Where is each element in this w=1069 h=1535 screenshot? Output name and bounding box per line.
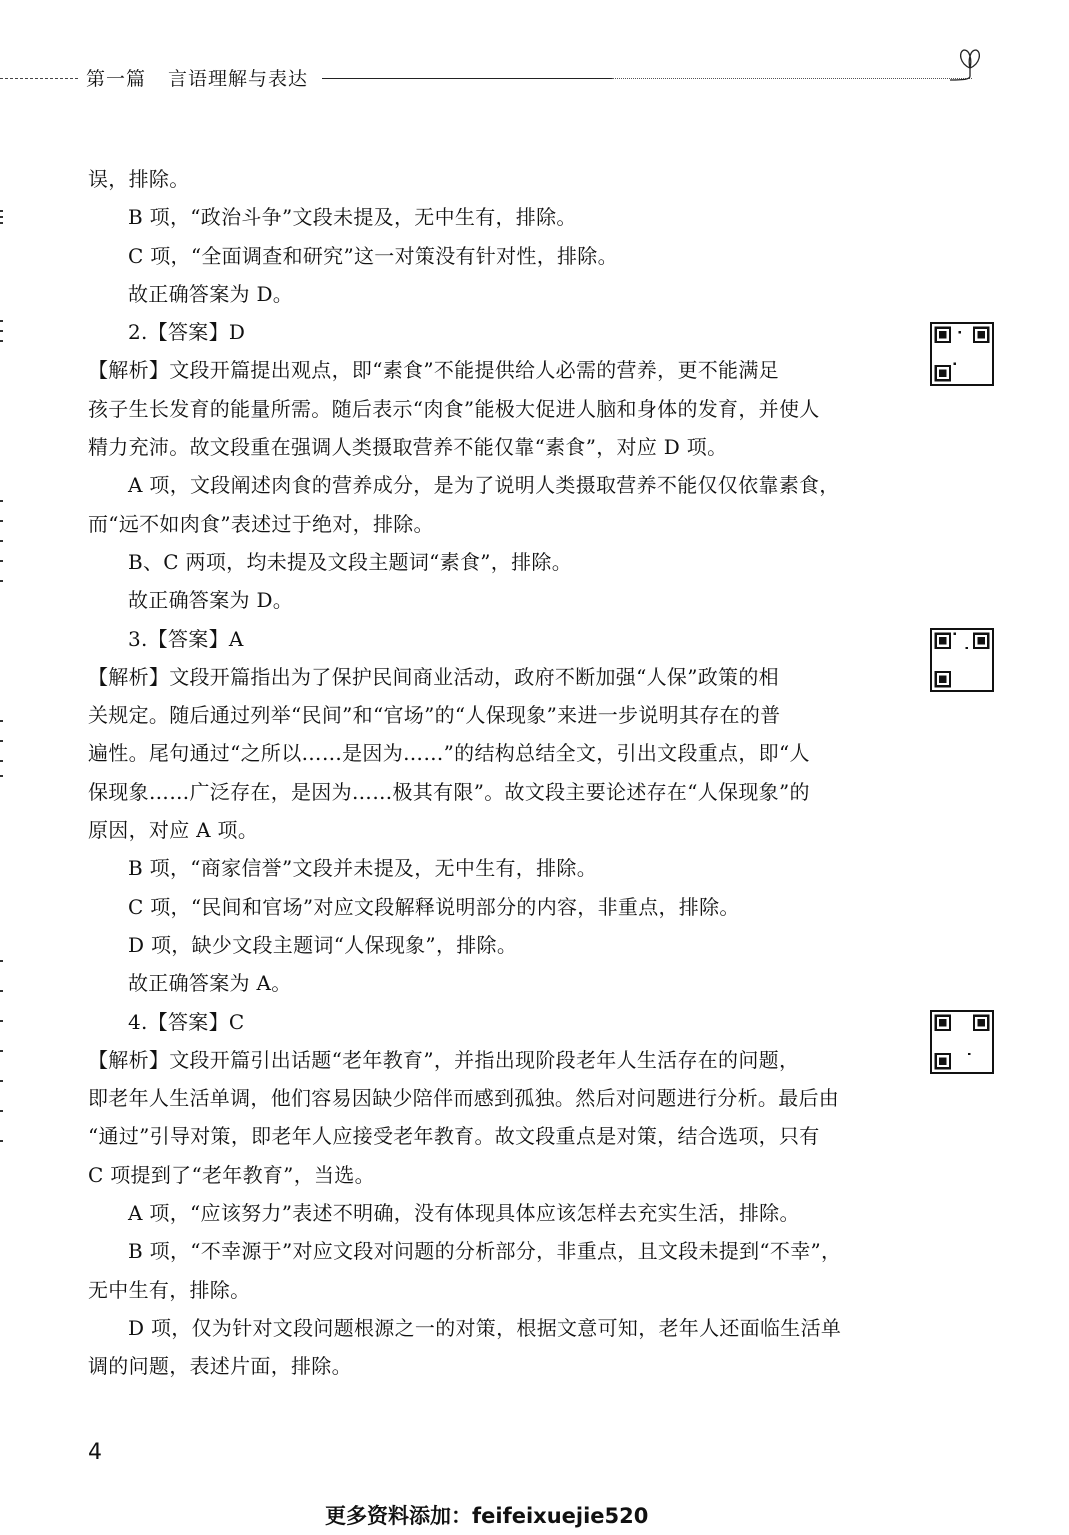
text-line: 误，排除。 bbox=[88, 167, 190, 191]
text-line: C 项，“全面调查和研究”这一对策没有针对性，排除。 bbox=[128, 243, 618, 268]
text-line: “通过”引导对策，即老年人应接受老年教育。故文段重点是对策，结合选项，只有 bbox=[88, 1124, 820, 1149]
text-line: B 项，“政治斗争”文段未提及，无中生有，排除。 bbox=[128, 205, 577, 230]
qr-code-question-2 bbox=[930, 322, 994, 386]
text-line: 关规定。随后通过列举“民间”和“官场”的“人保现象”来进一步说明其存在的普 bbox=[88, 703, 781, 728]
watermark-text: 更多资料添加：feifeixuejie520 bbox=[325, 1504, 649, 1528]
text-line: A 项，文段阐述肉食的营养成分，是为了说明人类摄取营养不能仅仅依靠素食， bbox=[128, 473, 840, 498]
text-line: B 项，“商家信誉”文段并未提及，无中生有，排除。 bbox=[128, 856, 598, 881]
text-line: 故正确答案为 D。 bbox=[128, 588, 294, 613]
sprout-icon bbox=[950, 46, 990, 82]
text-line: 遍性。尾句通过“之所以……是因为……”的结构总结全文，引出文段重点，即“人 bbox=[88, 741, 810, 766]
text-line: C 项，“民间和官场”对应文段解释说明部分的内容，非重点，排除。 bbox=[128, 894, 740, 919]
header-part: 第一篇 bbox=[86, 68, 147, 90]
text-line: 【解析】文段开篇指出为了保护民间商业活动，政府不断加强“人保”政策的相 bbox=[88, 664, 779, 689]
text-line: D 项，缺少文段主题词“人保现象”，排除。 bbox=[128, 932, 518, 957]
text-line: A 项，“应该努力”表述不明确，没有体现具体应该怎样去充实生活，排除。 bbox=[128, 1201, 800, 1226]
text-line: 【解析】文段开篇提出观点，即“素食”不能提供给人必需的营养，更不能满足 bbox=[88, 358, 779, 383]
text-line: 故正确答案为 A。 bbox=[128, 971, 292, 996]
text-line: 而“远不如肉食”表述过于绝对，排除。 bbox=[88, 511, 434, 536]
text-line: 孩子生长发育的能量所需。随后表示“肉食”能极大促进人脑和身体的发育，并使人 bbox=[88, 396, 820, 421]
qr-code-question-4 bbox=[930, 1010, 994, 1074]
text-line: 3.【答案】A bbox=[128, 626, 244, 651]
text-line: 【解析】文段开篇引出话题“老年教育”，并指出现阶段老年人生活存在的问题， bbox=[88, 1047, 800, 1072]
running-header bbox=[0, 58, 1069, 98]
text-line: B 项，“不幸源于”对应文段对问题的分析部分，非重点，且文段未提到“不幸”， bbox=[128, 1239, 842, 1264]
text-line: 即老年人生活单调，他们容易因缺少陪伴而感到孤独。然后对问题进行分析。最后由 bbox=[88, 1086, 840, 1111]
answer-explanations bbox=[88, 160, 888, 1386]
header-dotted-rule bbox=[612, 78, 972, 79]
text-line: 调的问题，表述片面，排除。 bbox=[88, 1354, 352, 1379]
text-line: 4.【答案】C bbox=[128, 1009, 245, 1034]
page-number: 4 bbox=[88, 1440, 102, 1465]
binding-margin-marks bbox=[0, 200, 4, 1450]
qr-code-question-3 bbox=[930, 628, 994, 692]
text-line: 精力充沛。故文段重在强调人类摄取营养不能仅靠“素食”，对应 D 项。 bbox=[88, 435, 728, 460]
text-line: 故正确答案为 D。 bbox=[128, 281, 294, 306]
text-line: 2.【答案】D bbox=[128, 320, 246, 345]
text-line: B、C 两项，均未提及文段主题词“素食”，排除。 bbox=[128, 549, 573, 574]
header-title bbox=[86, 64, 308, 91]
header-chapter: 言语理解与表达 bbox=[168, 68, 309, 90]
text-line: 原因，对应 A 项。 bbox=[88, 818, 259, 843]
header-rule bbox=[322, 78, 612, 79]
text-line: 保现象……广泛存在，是因为……极其有限”。故文段主要论述存在“人保现象”的 bbox=[88, 779, 810, 804]
text-line: D 项，仅为针对文段问题根源之一的对策，根据文意可知，老年人还面临生活单 bbox=[128, 1315, 842, 1340]
text-line: C 项提到了“老年教育”，当选。 bbox=[88, 1162, 375, 1187]
text-line: 无中生有，排除。 bbox=[88, 1277, 251, 1302]
header-dashed-rule bbox=[0, 78, 78, 79]
